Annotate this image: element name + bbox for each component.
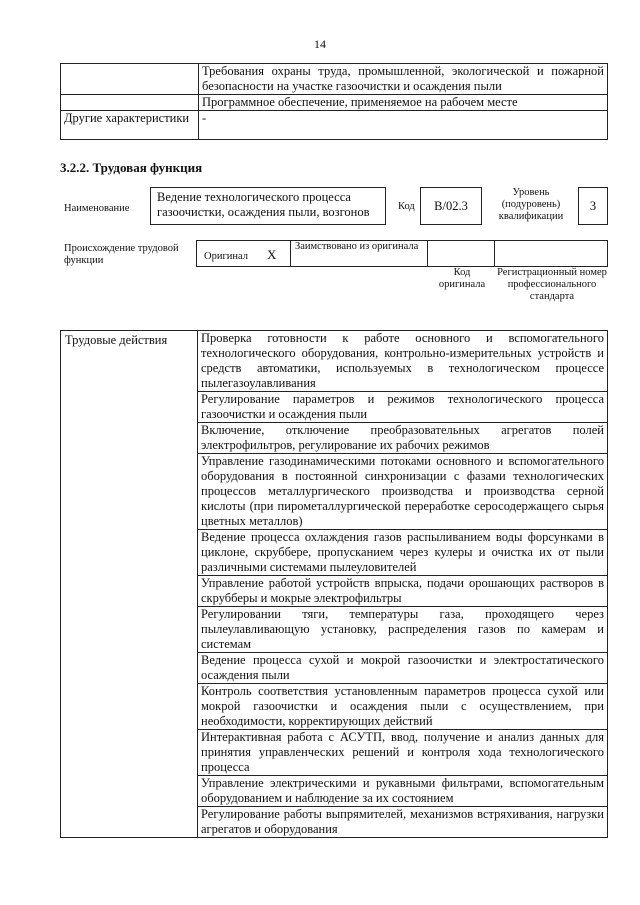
reg-caption: Регистрационный номер профессионального стандарта — [497, 267, 607, 302]
name-label: Наименование — [64, 203, 130, 214]
name-value: Ведение технологического процесса газоочистки, осаждения пыли, возгонов — [150, 187, 386, 225]
labor-action-item: Проверка готовности к работе основного и вспомогательного технологического оборудования, контрольно-измерительных устройств и средств автоматики, используемых в технологическом процессе пылегазоулавливания — [198, 331, 608, 392]
origin-box — [196, 240, 608, 267]
divider — [427, 241, 428, 266]
table-row — [61, 95, 608, 111]
original-mark: X — [267, 247, 277, 262]
table-cell-right: - — [199, 111, 608, 140]
page-number: 14 — [314, 37, 326, 51]
labor-action-item: Контроль соответствия установленным параметров процесса сухой или мокрой газоочистки и осаждения пыли с осуществлением, при необходимости, корректирующих действий — [198, 684, 608, 730]
divider — [290, 241, 291, 266]
table-cell-left — [61, 64, 199, 95]
labor-action-item: Управление электрическими и рукавными фильтрами, вспомогательным оборудованием и наблюдение за их состоянием — [198, 776, 608, 807]
code-caption: Код оригинала — [438, 267, 486, 290]
labor-action-item: Включение, отключение преобразовательных агрегатов полей электрофильтров, регулирование их рабочих режимов — [198, 423, 608, 454]
code-label: Код — [398, 201, 415, 212]
table-row — [61, 111, 608, 140]
labor-action-item: Регулировании тяги, температуры газа, проходящего через пылеулавливающую установку, распределения газов по камерам и системам — [198, 607, 608, 653]
code-value: В/02.3 — [420, 187, 482, 225]
labor-actions-table — [60, 330, 608, 838]
labor-action-item: Интерактивная работа с АСУТП, ввод, получение и анализ данных для принятия управленческих решений и контроля хода технологического процесса — [198, 730, 608, 776]
divider — [494, 241, 495, 266]
level-value: 3 — [578, 187, 608, 225]
labor-action-item: Управление работой устройств впрыска, подачи орошающих растворов в скрубберы и мокрые электрофильтры — [198, 576, 608, 607]
top-table — [60, 63, 608, 140]
table-cell-left: Другие характеристики — [61, 111, 199, 140]
level-label: Уровень (подуровень) квалификации — [498, 187, 564, 222]
origin-label: Происхождение трудовой функции — [64, 243, 179, 266]
labor-action-item: Регулирование работы выпрямителей, механизмов встряхивания, нагрузки агрегатов и оборудования — [198, 807, 608, 838]
labor-actions-label: Трудовые действия — [61, 331, 198, 838]
table-cell-right: Требования охраны труда, промышленной, экологической и пожарной безопасности на участке газоочистки и осаждения пыли — [199, 64, 608, 95]
table-cell-right: Программное обеспечение, применяемое на рабочем месте — [199, 95, 608, 111]
section-title: 3.2.2. Трудовая функция — [60, 160, 203, 175]
labor-action-item: Регулирование параметров и режимов технологического процесса газоочистки и осаждения пыли — [198, 392, 608, 423]
table-row — [61, 331, 608, 392]
table-row — [61, 64, 608, 95]
borrowed-label: Заимствовано из оригинала — [295, 241, 419, 252]
original-label: Оригинал — [204, 251, 248, 262]
labor-action-item: Управление газодинамическими потоками основного и вспомогательного оборудования в постоянной синхронизации с фазами технологических процессов металлургического производства и производства серной кислоты (при пирометаллургической переработке серосодержащего сырья цветных металлов) — [198, 454, 608, 530]
labor-action-item: Ведение процесса сухой и мокрой газоочистки и электростатического осаждения пыли — [198, 653, 608, 684]
table-cell-left — [61, 95, 199, 111]
labor-action-item: Ведение процесса охлаждения газов распыливанием воды форсунками в циклоне, скруббере, пропусканием через кулеры и очистка их от пыли различными системами пылеуловителей — [198, 530, 608, 576]
